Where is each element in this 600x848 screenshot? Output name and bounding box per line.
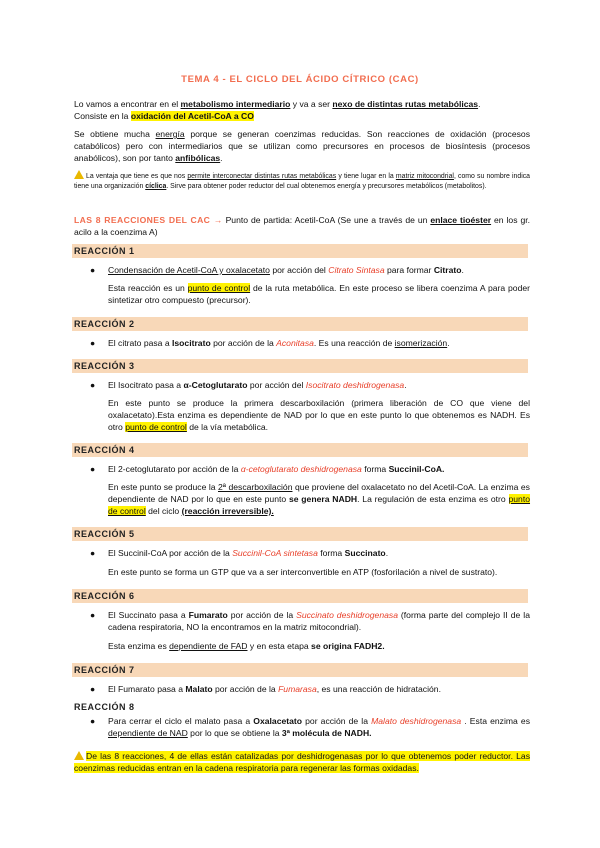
reaction-4-detail: En este punto se produce la 2ª descarboxilación que proviene del oxalacetato no del Acetil-CoA. La enzima es dependiente de NAD por lo que en este punto se genera NADH. La regulación de esta enzima es otro punto de control del ciclo (reacción irreversible). (108, 482, 531, 516)
warning-icon (74, 170, 84, 179)
page-title: TEMA 4 - EL CICLO DEL ÁCIDO CÍTRICO (CAC) (181, 74, 419, 85)
reaction-1-detail: Esta reacción es un punto de control de la ruta metabólica. En este proceso se libera coenzima A para poder sintetizar otro compuesto (precursor). (108, 283, 530, 305)
intro-paragraph-2: Se obtiene mucha energía porque se generan coenzimas reducidas. Son reacciones de oxidación (procesos catabólicos) pero con intermediarios que se utilizan como precursores en procesos de biosíntesis (procesos anabólicos), son por tanto anfibólicas. (74, 129, 530, 163)
reaction-header-5: REACCIÓN 5 (72, 527, 528, 541)
bullet-icon: ● (90, 338, 96, 348)
reaction-header-3: REACCIÓN 3 (72, 359, 528, 373)
reaction-header-6: REACCIÓN 6 (72, 589, 528, 603)
bullet-icon: ● (90, 265, 96, 275)
reaction-6-detail: Esta enzima es dependiente de FAD y en esta etapa se origina FADH2. (108, 641, 385, 651)
bullet-icon: ● (90, 610, 96, 620)
reaction-header-1: REACCIÓN 1 (72, 244, 528, 258)
bullet-icon: ● (90, 380, 96, 390)
reaction-3-detail: En este punto se produce la primera descarboxilación (primera liberación de CO que viene del oxalacetato).Esta enzima es dependiente de NAD por lo que en este punto lo que obtenemos es NADH. Es otro punto de control de la vía metabólica. (108, 398, 530, 432)
reaction-header-2: REACCIÓN 2 (72, 317, 528, 331)
bullet-icon: ● (90, 716, 96, 726)
bullet-icon: ● (90, 548, 96, 558)
intro-paragraph-1: Lo vamos a encontrar en el metabolismo intermediario y va a ser nexo de distintas rutas metabólicas. Consiste en la oxidación del Acetil-CoA a CO (74, 99, 481, 121)
final-note: De las 8 reacciones, 4 de ellas están catalizadas por deshidrogenasas por lo que obtenemos poder reductor. Las coenzimas reducidas entran en la cadena respiratoria para regenerar las formas oxidadas. (74, 751, 530, 773)
intro-note: La ventaja que tiene es que nos permite interconectar distintas rutas metabólicas y tiene lugar en la matriz mitocondrial, como su nombre indica tiene una organización cíclica. Sirve para obtener poder reductor del cual obtenemos energía y precursores metabólicos (metabolitos). (74, 170, 530, 192)
document-page: TEMA 4 - EL CICLO DEL ÁCIDO CÍTRICO (CAC) Lo vamos a encontrar en el metabolismo intermediario y va a ser nexo de distintas rutas metabólicas. Consiste en la oxidación del Acetil-CoA a CO Se obtiene mucha energía porque se generan coenzimas reducidas. Son reacciones de oxidación (procesos catabólicos) pero con intermediarios que se utilizan como precursores en procesos de biosíntesis (procesos anabólicos), son por tanto anfibólicas. La ventaja que tiene es que nos permite interconectar distintas rutas metabólicas y tiene lugar en la matriz mitocondrial, como su nombre indica tiene una organización cíclica. Sirve para obtener poder reductor del cual obtenemos energía y precursores metabólicos (metabolitos). LAS 8 REACCIONES DEL CAC → Punto de partida: Acetil-CoA (Se une a través de un enlace tioéster en los gr. acilo a la coenzima A) REACCIÓN 1 ● Condensación de Acetil-CoA y oxalacetato por acción del Citrato Sintasa para formar Citrato. Esta reacción es un punto de control de la ruta metabólica. En este proceso se libera coenzima A para poder sintetizar otro compuesto (precursor). REACCIÓN 2 ● El citrato pasa a Isocitrato por acción de la Aconitasa. Es una reacción de isomerización. REACCIÓN 3 ● El Isocitrato pasa a α-Cetoglutarato por acción del Isocitrato deshidrogenasa. En este punto se produce la primera descarboxilación (primera liberación de CO que viene del oxalacetato).Esta enzima es dependiente de NAD por lo que en este punto lo que obtenemos es NADH. Es otro punto de control de la vía metabólica. REACCIÓN 4 ● El 2-cetoglutarato por acción de la α-cetoglutarato deshidrogenasa forma Succinil-CoA. En este punto se produce la 2ª descarboxilación que proviene del oxalacetato no del Acetil-CoA. La enzima es dependiente de NAD por lo que en este punto se genera NADH. La regulación de esta enzima es otro punto de control del ciclo (reacción irreversible). REACCIÓN 5 ● El Succinil-CoA por acción de la Succinil-CoA sintetasa forma Succinato. En este punto se forma un GTP que va a ser interconvertible en ATP (fosforilación a nivel de sustrato). REACCIÓN 6 ● El Succinato pasa a Fumarato por acción de la Succinato deshidrogenasa (forma parte del complejo II de la cadena respiratoria, NO la encontramos en la matriz mitocondrial). Esta enzima es dependiente de FAD y en esta etapa se origina FADH2. REACCIÓN 7 ● El Fumarato pasa a Malato por acción de la Fumarasa, es una reacción de hidratación. REACCIÓN 8 ● Para cerrar el ciclo el malato pasa a Oxalacetato por acción de la Malato deshidrogenasa . Esta enzima es dependiente de NAD por lo que se obtiene la 3ª molécula de NADH. De las 8 reacciones, 4 de ellas están catalizadas por deshidrogenasas por lo que obtenemos poder reductor. Las coenzimas reducidas entran en la cadena respiratoria para regenerar las formas oxidadas. (0, 0, 600, 848)
bullet-icon: ● (90, 684, 96, 694)
section-heading: LAS 8 REACCIONES DEL CAC → (74, 215, 223, 225)
reaction-header-4: REACCIÓN 4 (72, 443, 528, 457)
bullet-icon: ● (90, 464, 96, 474)
warning-icon (74, 751, 84, 760)
reaction-5-detail: En este punto se forma un GTP que va a ser interconvertible en ATP (fosforilación a nivel de sustrato). (108, 567, 498, 577)
overview-paragraph: LAS 8 REACCIONES DEL CAC → Punto de partida: Acetil-CoA (Se une a través de un enlace tioéster en los gr. acilo a la coenzima A) (74, 215, 531, 237)
reaction-header-7: REACCIÓN 7 (72, 663, 528, 677)
reaction-header-8: REACCIÓN 8 (74, 702, 135, 712)
